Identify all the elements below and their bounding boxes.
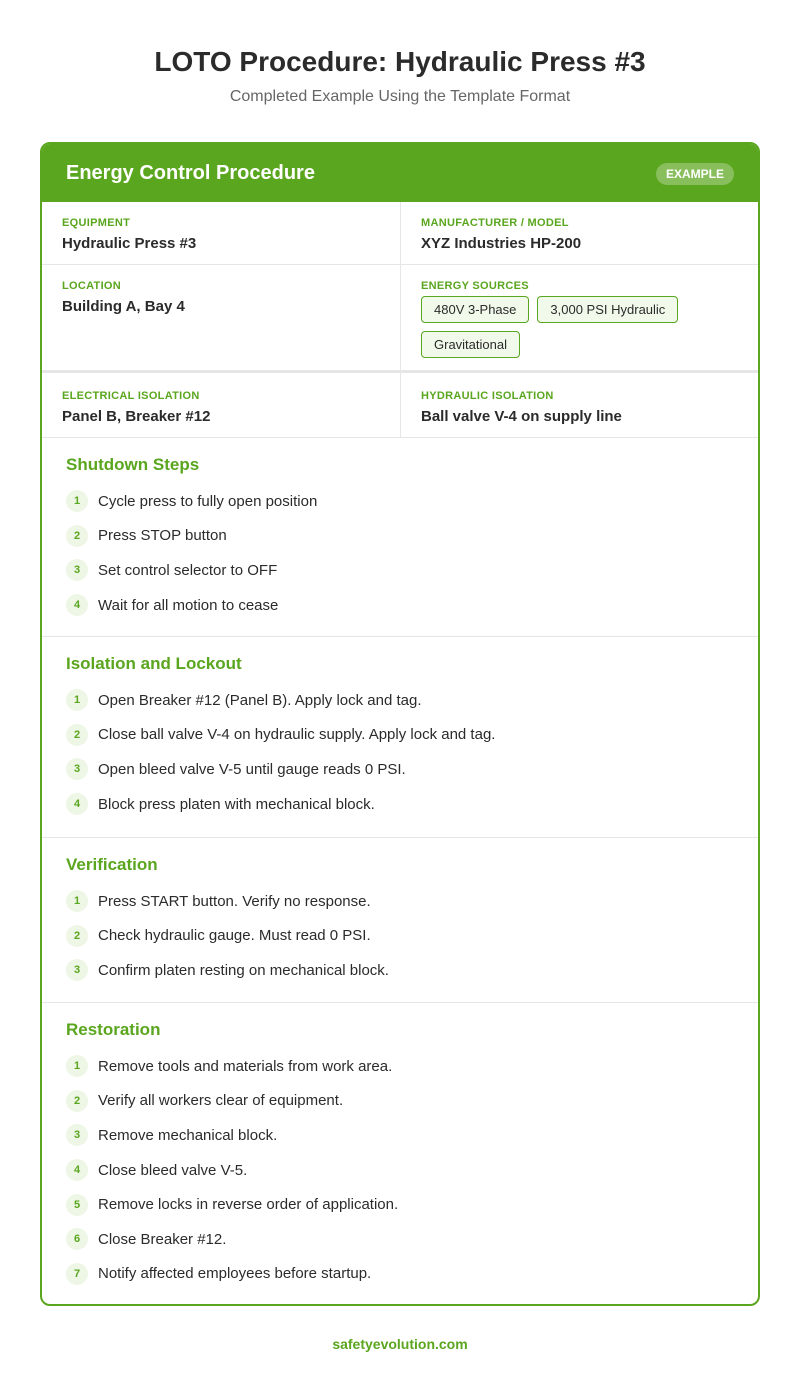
step-text: Set control selector to OFF	[98, 561, 278, 579]
section-restoration	[42, 1003, 758, 1303]
procedure-card	[40, 142, 760, 1306]
example-badge: EXAMPLE	[656, 163, 734, 185]
step-item	[66, 787, 758, 822]
info-row	[42, 373, 758, 438]
card-header	[42, 144, 758, 202]
step-number: 1	[66, 689, 88, 711]
equipment-label: EQUIPMENT	[62, 217, 131, 229]
step-text: Block press platen with mechanical block.	[98, 795, 375, 813]
step-text: Wait for all motion to cease	[98, 596, 279, 614]
step-item	[66, 1187, 758, 1222]
step-text: Close bleed valve V-5.	[98, 1161, 248, 1179]
step-text: Press STOP button	[98, 527, 227, 545]
section-title: Shutdown Steps	[66, 455, 200, 474]
step-item	[66, 1049, 758, 1084]
step-number: 2	[66, 1090, 88, 1112]
step-item	[66, 519, 758, 554]
step-text: Close Breaker #12.	[98, 1230, 227, 1248]
step-number: 4	[66, 1159, 88, 1181]
section-isolation-and-lockout	[42, 637, 758, 838]
step-number: 4	[66, 594, 88, 616]
step-number: 1	[66, 1055, 88, 1077]
section-title: Verification	[66, 855, 158, 874]
electrical-isolation-cell	[42, 373, 400, 437]
energy-source-tag: Gravitational	[421, 331, 520, 358]
energy-source-tag: 3,000 PSI Hydraulic	[537, 296, 678, 323]
step-number: 5	[66, 1194, 88, 1216]
step-number: 3	[66, 959, 88, 981]
step-item	[66, 1118, 758, 1153]
location-cell	[42, 265, 400, 370]
hydraulic-isolation-value: Ball valve V-4 on supply line	[421, 408, 622, 425]
footer-website: safetyevolution.com	[332, 1336, 468, 1352]
manufacturer-cell	[400, 202, 758, 264]
step-item	[66, 1084, 758, 1119]
manufacturer-label: MANUFACTURER / MODEL	[421, 217, 569, 229]
step-text: Open bleed valve V-5 until gauge reads 0 PSI.	[98, 760, 406, 778]
hydraulic-isolation-cell	[400, 373, 758, 437]
step-number: 4	[66, 793, 88, 815]
section-shutdown-steps	[42, 438, 758, 637]
step-item	[66, 553, 758, 588]
step-text: Remove mechanical block.	[98, 1126, 278, 1144]
step-text: Check hydraulic gauge. Must read 0 PSI.	[98, 927, 371, 945]
step-number: 2	[66, 724, 88, 746]
hydraulic-isolation-label: HYDRAULIC ISOLATION	[421, 390, 554, 402]
card-title: Energy Control Procedure	[66, 162, 315, 184]
electrical-isolation-value: Panel B, Breaker #12	[62, 408, 211, 425]
step-text: Cycle press to fully open position	[98, 492, 318, 510]
step-item	[66, 1257, 758, 1292]
step-item	[66, 1153, 758, 1188]
equipment-cell	[42, 202, 400, 264]
energy-source-tag: 480V 3-Phase	[421, 296, 529, 323]
step-number: 1	[66, 890, 88, 912]
step-item	[66, 752, 758, 787]
step-text: Verify all workers clear of equipment.	[98, 1092, 344, 1110]
step-number: 6	[66, 1228, 88, 1250]
location-label: LOCATION	[62, 280, 122, 292]
step-item	[66, 484, 758, 519]
step-text: Notify affected employees before startup.	[98, 1265, 372, 1283]
section-verification	[42, 838, 758, 1003]
step-item	[66, 588, 758, 623]
step-item	[66, 919, 758, 954]
electrical-isolation-label: ELECTRICAL ISOLATION	[62, 390, 200, 402]
step-text: Remove tools and materials from work area.	[98, 1057, 393, 1075]
energy-sources-label: ENERGY SOURCES	[421, 280, 529, 292]
section-title: Isolation and Lockout	[66, 654, 242, 673]
step-item	[66, 718, 758, 753]
manufacturer-value: XYZ Industries HP-200	[421, 235, 582, 252]
energy-sources-list	[421, 296, 738, 366]
step-text: Close ball valve V-4 on hydraulic supply. Apply lock and tag.	[98, 726, 496, 744]
info-row	[42, 202, 758, 265]
step-item	[66, 884, 758, 919]
step-number: 3	[66, 559, 88, 581]
energy-sources-cell	[400, 265, 758, 370]
info-row	[42, 265, 758, 373]
step-item	[66, 953, 758, 988]
step-number: 1	[66, 490, 88, 512]
step-text: Press START button. Verify no response.	[98, 892, 371, 910]
step-text: Remove locks in reverse order of application.	[98, 1196, 399, 1214]
step-text: Confirm platen resting on mechanical block.	[98, 961, 389, 979]
page-subtitle: Completed Example Using the Template Format	[229, 88, 571, 105]
step-number: 3	[66, 1124, 88, 1146]
page-title: LOTO Procedure: Hydraulic Press #3	[154, 46, 646, 77]
step-number: 2	[66, 525, 88, 547]
equipment-value: Hydraulic Press #3	[62, 235, 197, 252]
step-item	[66, 1222, 758, 1257]
step-text: Open Breaker #12 (Panel B). Apply lock and tag.	[98, 691, 422, 709]
location-value: Building A, Bay 4	[62, 298, 185, 315]
section-title: Restoration	[66, 1020, 161, 1039]
step-number: 3	[66, 758, 88, 780]
step-number: 2	[66, 925, 88, 947]
step-number: 7	[66, 1263, 88, 1285]
step-item	[66, 683, 758, 718]
